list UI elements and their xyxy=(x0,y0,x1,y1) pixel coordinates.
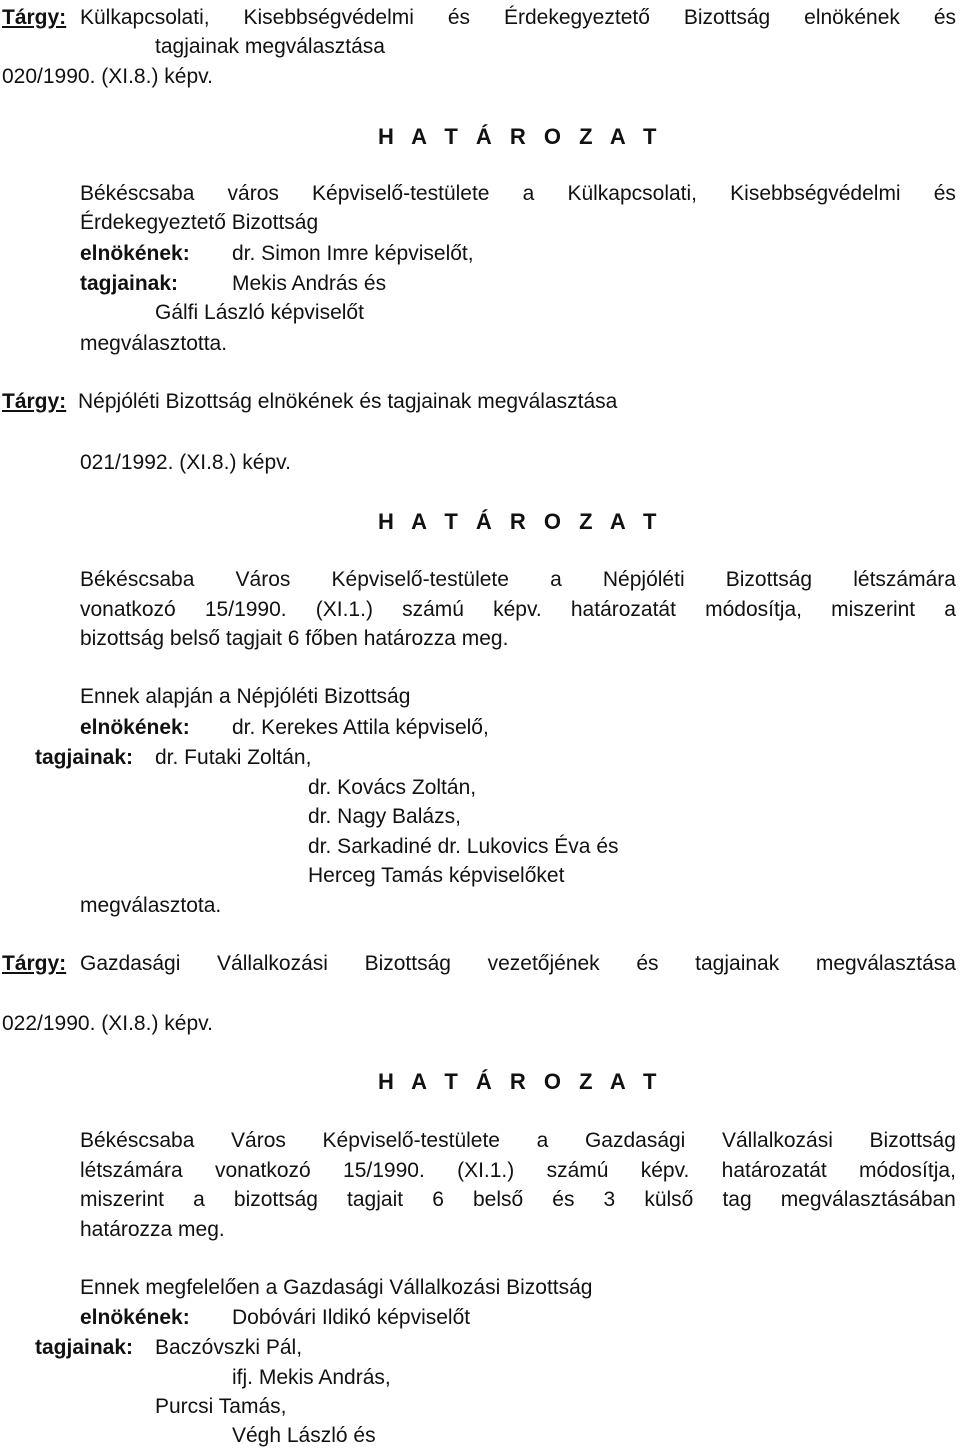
body-line xyxy=(80,566,956,594)
word: miszerint xyxy=(80,1188,165,1211)
chair-name: Dobóvári Ildikó képviselőt xyxy=(232,1306,471,1329)
word: Békéscsaba xyxy=(80,1129,195,1152)
resolution-number: 022/1990. (XI.8.) képv. xyxy=(2,1012,213,1035)
body-line xyxy=(80,596,956,624)
word: Vállalkozási xyxy=(722,1129,833,1152)
word: megválasztása xyxy=(815,952,956,975)
word: Gazdasági xyxy=(80,952,181,975)
member-name: Gálfi László képviselőt xyxy=(155,301,364,324)
word: vonatkozó xyxy=(215,1159,311,1182)
word: számú xyxy=(402,598,464,621)
word: és xyxy=(447,6,471,29)
member-name: Purcsi Tamás, xyxy=(155,1395,287,1418)
body-line xyxy=(80,1157,956,1185)
word: (XI.1.) xyxy=(315,598,373,621)
word: Város xyxy=(231,1129,286,1152)
word: város xyxy=(227,182,279,205)
word: (XI.1.) xyxy=(457,1159,515,1182)
member-name: dr. Kovács Zoltán, xyxy=(308,776,477,799)
word: a xyxy=(536,1129,549,1152)
word: Gazdasági xyxy=(584,1129,686,1152)
word: 15/1990. xyxy=(343,1159,425,1182)
word: megválasztásában xyxy=(780,1188,956,1211)
word: Város xyxy=(235,568,291,591)
resolution-heading: H A T Á R O Z A T xyxy=(378,1069,663,1094)
resolution-number: 021/1992. (XI.8.) képv. xyxy=(80,451,291,474)
word: módosítja, xyxy=(705,598,802,621)
member-name: Végh László és xyxy=(232,1424,376,1447)
subject-line xyxy=(80,4,956,32)
body-line: Érdekegyeztető Bizottság xyxy=(80,211,319,234)
member-name: dr. Nagy Balázs, xyxy=(308,805,461,828)
body-line xyxy=(80,180,956,208)
word: Kisebbségvédelmi xyxy=(730,182,901,205)
closing-text: megválasztota. xyxy=(80,894,222,917)
subject-line: Népjóléti Bizottság elnökének és tagjainak megválasztása xyxy=(78,390,618,413)
word: a xyxy=(550,568,562,591)
intro-text: Ennek alapján a Népjóléti Bizottság xyxy=(80,685,411,708)
resolution-heading: H A T Á R O Z A T xyxy=(378,509,663,534)
chair-name: dr. Simon Imre képviselőt, xyxy=(232,242,474,265)
members-label: tagjainak: xyxy=(35,746,134,769)
word: 15/1990. xyxy=(204,598,287,621)
word: a xyxy=(522,182,535,205)
word: Külkapcsolati, xyxy=(80,6,210,29)
word: létszámára xyxy=(853,568,956,591)
body-line: bizottság belső tagjait 6 főben határozza meg. xyxy=(80,627,509,650)
subject-label: Tárgy: xyxy=(2,390,67,413)
word: Népjóléti xyxy=(602,568,685,591)
closing-text: megválasztotta. xyxy=(80,332,228,355)
word: Bizottság xyxy=(725,568,813,591)
intro-text: Ennek megfelelően a Gazdasági Vállalkozási Bizottság xyxy=(80,1276,593,1299)
word: Vállalkozási xyxy=(217,952,328,975)
subject-label: Tárgy: xyxy=(2,952,67,975)
member-name: Baczóvszki Pál, xyxy=(155,1336,303,1359)
subject-line: tagjainak megválasztása xyxy=(155,35,385,58)
member-name: Mekis András és xyxy=(232,272,387,295)
word: Érdekegyeztető xyxy=(503,6,650,29)
word: tag xyxy=(722,1188,752,1211)
body-line xyxy=(80,1186,956,1214)
word: Képviselő-testülete xyxy=(322,1129,500,1152)
body-line: határozza meg. xyxy=(80,1218,225,1241)
word: vezetőjének xyxy=(487,952,600,975)
word: képv. xyxy=(640,1159,690,1182)
members-label: tagjainak: xyxy=(80,272,179,295)
body-line xyxy=(80,1127,956,1155)
word: tagjainak xyxy=(695,952,780,975)
word: határozatát xyxy=(721,1159,827,1182)
word: határozatát xyxy=(570,598,676,621)
word: és xyxy=(933,6,956,29)
word: külső xyxy=(644,1188,694,1211)
member-name: dr. Sarkadiné dr. Lukovics Éva és xyxy=(308,835,619,858)
word: miszerint xyxy=(831,598,916,621)
word: módosítja, xyxy=(859,1159,956,1182)
member-name: dr. Futaki Zoltán, xyxy=(155,746,312,769)
word: bizottság xyxy=(233,1188,318,1211)
word: vonatkozó xyxy=(80,598,176,621)
word: Kisebbségvédelmi xyxy=(243,6,414,29)
word: létszámára xyxy=(80,1159,183,1182)
word: a xyxy=(944,598,956,621)
member-name: Herceg Tamás képviselőket xyxy=(308,864,565,887)
word: Bizottság xyxy=(683,6,771,29)
word: Bizottság xyxy=(869,1129,956,1152)
word: Külkapcsolati, xyxy=(567,182,698,205)
word: számú xyxy=(546,1159,609,1182)
subject-line xyxy=(80,950,956,978)
word: és xyxy=(636,952,659,975)
chair-label: elnökének: xyxy=(80,1306,190,1329)
word: tagjait xyxy=(347,1188,404,1211)
word: Képviselő-testülete xyxy=(312,182,490,205)
members-label: tagjainak: xyxy=(35,1336,134,1359)
chair-label: elnökének: xyxy=(80,242,190,265)
member-name: ifj. Mekis András, xyxy=(232,1366,391,1389)
word: és xyxy=(933,182,956,205)
word: Bizottság xyxy=(364,952,451,975)
word: 6 xyxy=(432,1188,444,1211)
word: a xyxy=(193,1188,205,1211)
word: képv. xyxy=(493,598,542,621)
word: Képviselő-testülete xyxy=(331,568,509,591)
word: Békéscsaba xyxy=(80,568,195,591)
word: és xyxy=(552,1188,575,1211)
chair-name: dr. Kerekes Attila képviselő, xyxy=(232,716,489,739)
subject-label: Tárgy: xyxy=(2,6,67,29)
resolution-number: 020/1990. (XI.8.) képv. xyxy=(2,65,213,88)
chair-label: elnökének: xyxy=(80,716,190,739)
word: elnökének xyxy=(804,6,900,29)
word: Békéscsaba xyxy=(80,182,195,205)
word: belső xyxy=(472,1188,524,1211)
resolution-heading: H A T Á R O Z A T xyxy=(378,124,663,149)
word: 3 xyxy=(603,1188,616,1211)
